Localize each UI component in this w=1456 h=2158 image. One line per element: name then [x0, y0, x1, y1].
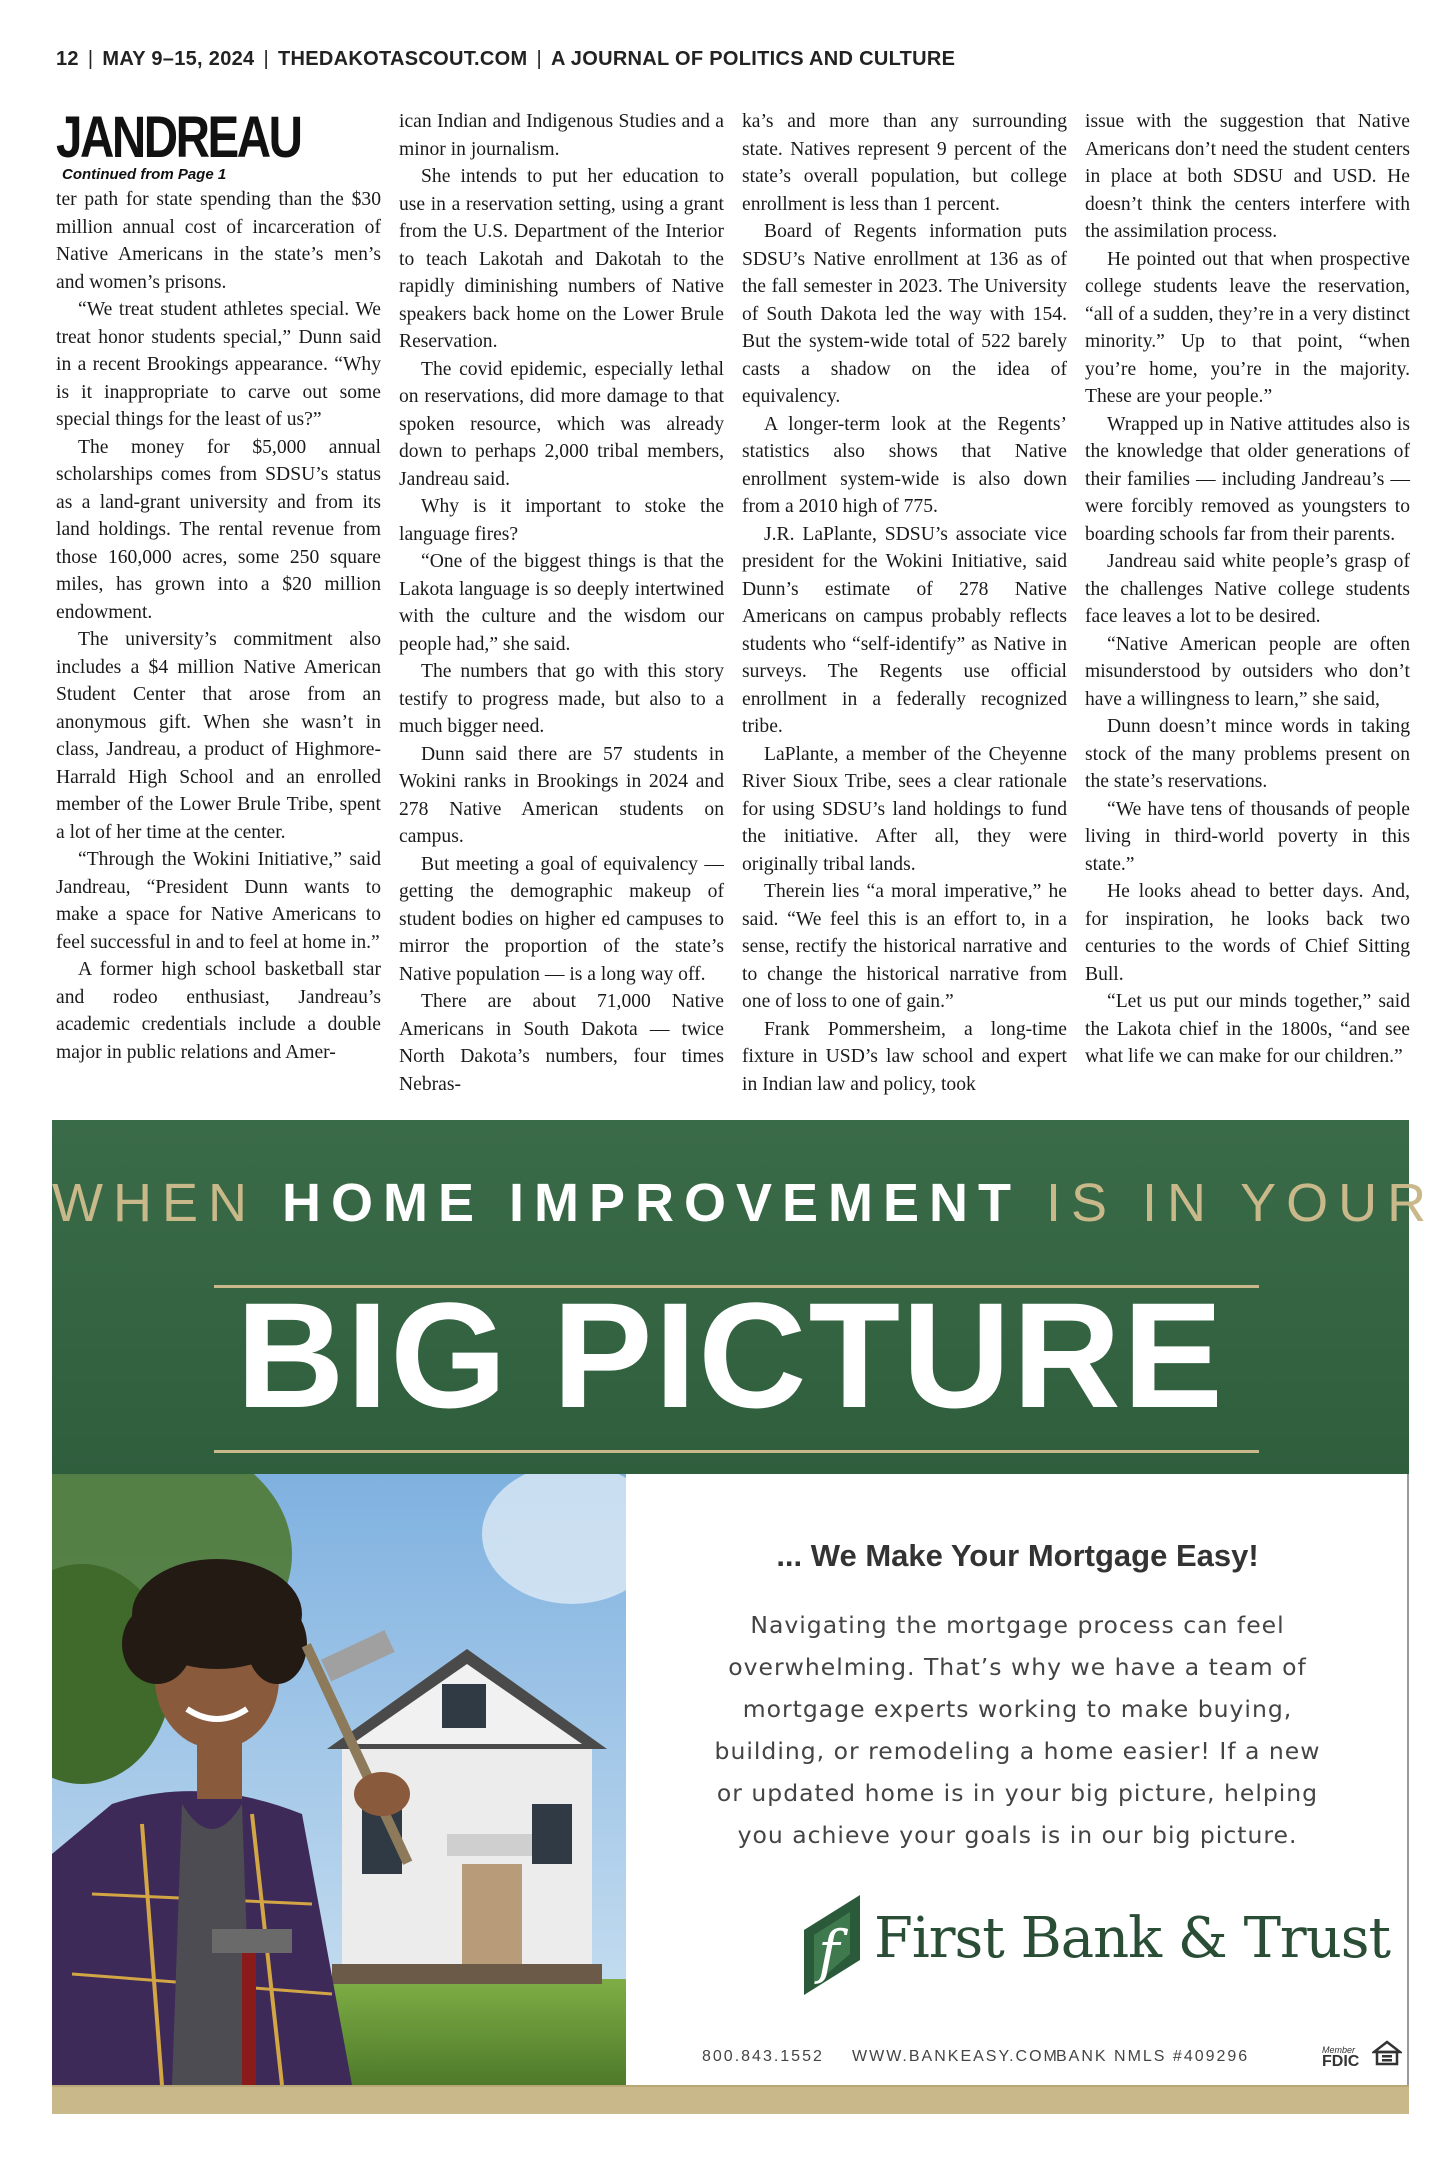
bank-name: First Bank & Trust — [874, 1906, 1390, 1971]
paragraph: ican Indian and Indigenous Studies and a minor in journalism. — [399, 111, 724, 160]
ad-body-text: Navigating the mortgage process can feel overwhelming. That’s why we have a team of mortgage experts working to make buying, building, or remodeling a home easier! If a new or updated home is in your big picture, helping you achieve your goals is in our big picture. — [714, 1611, 1321, 1849]
ad-headline: BIG PICTURE — [236, 1271, 1225, 1439]
paragraph: The university’s commitment also includes a $4 million Native American Student Center that arose from an anonymous gift. When she wasn’t in class, Jandreau, a product of Highmore-Harrald High School and an enrolled member of the Lower Brule Tribe, spent a lot of her time at the center. — [56, 629, 381, 843]
svg-text:f: f — [818, 1918, 840, 1986]
fdic-label: FDIC — [1322, 2053, 1360, 2070]
bank-advertisement — [52, 1120, 1437, 2112]
paragraph: There are about 71,000 Native Americans in South Dakota — twice North Dakota’s numbers, four times Nebras- — [399, 991, 724, 1095]
paragraph: J.R. LaPlante, SDSU’s associate vice president for the Wokini Initiative, said Dunn’s estimate of 278 Native Americans on campus probably reflects students who “self-identify” as Native in surveys. The Regents use official enrollment in a federally recognized tribe. — [742, 523, 1067, 737]
paragraph: Dunn doesn’t mince words in taking stock of the many problems present on the state’s reservations. — [1085, 716, 1410, 792]
paragraph: He pointed out that when prospective college students leave the reservation, “all of a sudden, they’re in a very distinct minority.” Up to that point, “when you’re home, you’re in the majority. These are your people.” — [1085, 248, 1410, 407]
paragraph: The covid epidemic, especially lethal on reservations, did more damage to that spoken resource, which was already down to perhaps 2,000 tribal members, Jandreau said. — [399, 358, 724, 490]
continued-from-note: Continued from Page 1 — [62, 166, 227, 183]
paragraph: “Through the Wokini Initiative,” said Jandreau, “President Dunn wants to make a space for Native Americans to feel successful in and to feel at home in.” — [56, 849, 381, 953]
page-header: 12 | MAY 9–15, 2024 | THEDAKOTASCOUT.COM | A JOURNAL OF POLITICS AND CULTURE — [56, 48, 956, 70]
ad-tagline-pre: WHEN — [52, 1173, 282, 1233]
paragraph: issue with the suggestion that Native Americans don’t need the student centers in place at both SDSU and USD. He doesn’t think the centers interfere with the assimilation process. — [1085, 111, 1410, 242]
article-column-3 — [742, 108, 1067, 1098]
publication-tagline: A JOURNAL OF POLITICS AND CULTURE — [550, 48, 956, 70]
woman-with-tools-house-photo — [52, 1474, 626, 2085]
phone-number[interactable]: 800.843.1552 — [702, 2048, 824, 2065]
paragraph: He looks ahead to better days. And, for inspiration, he looks back two centuries to the words of Chief Sitting Bull. — [1085, 881, 1410, 985]
paragraph: “One of the biggest things is that the Lakota language is so deeply intertwined with the culture and the wisdom our people had,” she said. — [399, 551, 724, 655]
article-column-1 — [56, 105, 381, 1066]
paragraph: The money for $5,000 annual scholarships comes from SDSU’s status as a land-grant university and from its land holdings. The rental revenue from those 160,000 acres, some 250 square miles, has grown into a $20 million endowment. — [56, 436, 381, 623]
ad-tagline-post: IS IN YOUR — [1021, 1173, 1437, 1233]
ad-footer — [626, 2044, 1409, 2074]
article-body — [56, 105, 1410, 1108]
equal-housing-lender-icon — [1372, 2040, 1402, 2068]
ad-tagline — [52, 1172, 1437, 1234]
paragraph: Wrapped up in Native attitudes also is the knowledge that older generations of their families — including Jandreau’s — were forcibly removed as youngsters to boarding schools far from their parents. — [1085, 413, 1410, 545]
paragraph: “We treat student athletes special. We treat honor students special,” Dunn said in a recent Brookings appearance. “Why is it inappropriate to carve out some special things for the least of us?” — [56, 299, 381, 430]
ad-header-panel — [52, 1120, 1437, 1474]
paragraph: “Native American people are often misunderstood by outsiders who don’t have a willingness to learn,” she said, — [1085, 633, 1410, 710]
paragraph: She intends to put her education to use in a reservation setting, using a grant from the U.S. Department of the Interior to teach Lakotah and Dakotah to the rapidly diminishing numbers of Native speakers back home on the Lower Brule Reservation. — [399, 166, 724, 352]
paragraph: Dunn said there are 57 students in Wokini ranks in Brookings in 2024 and 278 Native American students on campus. — [399, 743, 724, 847]
article-column-4 — [1085, 108, 1410, 1071]
nmls-number: BANK NMLS #409296 — [1056, 2048, 1250, 2065]
paragraph: But meeting a goal of equivalency — getting the demographic makeup of student bodies on higher ed campuses to mirror the proportion of the state’s Native population — is a long way off. — [399, 853, 724, 985]
paragraph: Board of Regents information puts SDSU’s Native enrollment at 136 as of the fall semester in 2023. The University of South Dakota led the way with 154. But the system-wide total of 522 barely casts a shadow on the idea of equivalency. — [742, 221, 1067, 407]
paragraph: A longer-term look at the Regents’ statistics also shows that Native enrollment system-wide is also down from a 2010 high of 775. — [742, 413, 1067, 517]
ad-copy-panel — [626, 1474, 1409, 2085]
paragraph: Frank Pommersheim, a long-time fixture in USD’s law school and expert in Indian law and policy, took — [742, 1018, 1067, 1095]
paragraph: ter path for state spending than the $30 million annual cost of incarceration of Native Americans in the state’s men’s and women’s prisons. — [56, 189, 381, 293]
website-link[interactable]: WWW.BANKEASY.COM — [852, 2048, 1059, 2065]
ad-photo — [52, 1474, 626, 2085]
ad-bottom-band — [52, 2085, 1409, 2114]
paragraph: ka’s and more than any surrounding state. Natives represent 9 percent of the state’s overall population, but college enrollment is less than 1 percent. — [742, 111, 1067, 215]
article-kicker: JANDREAU — [56, 105, 301, 170]
paragraph: “Let us put our minds together,” said the Lakota chief in the 1800s, “and see what life we can make for our children.” — [1085, 991, 1410, 1067]
article-column-2 — [399, 108, 724, 1098]
paragraph: LaPlante, a member of the Cheyenne River Sioux Tribe, sees a clear rationale for using SDSU’s land holdings to fund the initiative. After all, they were originally tribal lands. — [742, 743, 1067, 875]
ad-rule-bottom — [214, 1450, 1259, 1453]
bank-logo — [794, 1900, 1390, 2000]
page-number: 12 — [56, 48, 79, 70]
ad-right-border — [1407, 1474, 1409, 2085]
ad-subheadline: ... We Make Your Mortgage Easy! — [776, 1538, 1259, 1573]
paragraph: A former high school basketball star and rodeo enthusiast, Jandreau’s academic credentials include a double major in public relations and Amer- — [56, 959, 381, 1063]
ad-tagline-bold: HOME IMPROVEMENT — [281, 1173, 1022, 1233]
paragraph: Jandreau said white people’s grasp of the challenges Native college students face leaves a lot to be desired. — [1085, 551, 1410, 627]
paragraph: Why is it important to stoke the language fires? — [399, 496, 724, 545]
bank-logo-mark-icon — [794, 1890, 870, 2000]
site-link[interactable]: THEDAKOTASCOUT.COM — [277, 48, 528, 70]
paragraph: The numbers that go with this story testify to progress made, but also to a much bigger need. — [399, 661, 724, 737]
fdic-member-label: Member — [1322, 2045, 1356, 2055]
paragraph: Therein lies “a moral imperative,” he said. “We feel this is an effort to, in a sense, rectify the historical narrative and to change the historical narrative from one of loss to one of gain.” — [742, 881, 1067, 1012]
paragraph: “We have tens of thousands of people living in third-world poverty in this state.” — [1085, 798, 1410, 875]
fdic-badge — [1322, 2044, 1359, 2068]
issue-date: MAY 9–15, 2024 — [102, 48, 255, 70]
